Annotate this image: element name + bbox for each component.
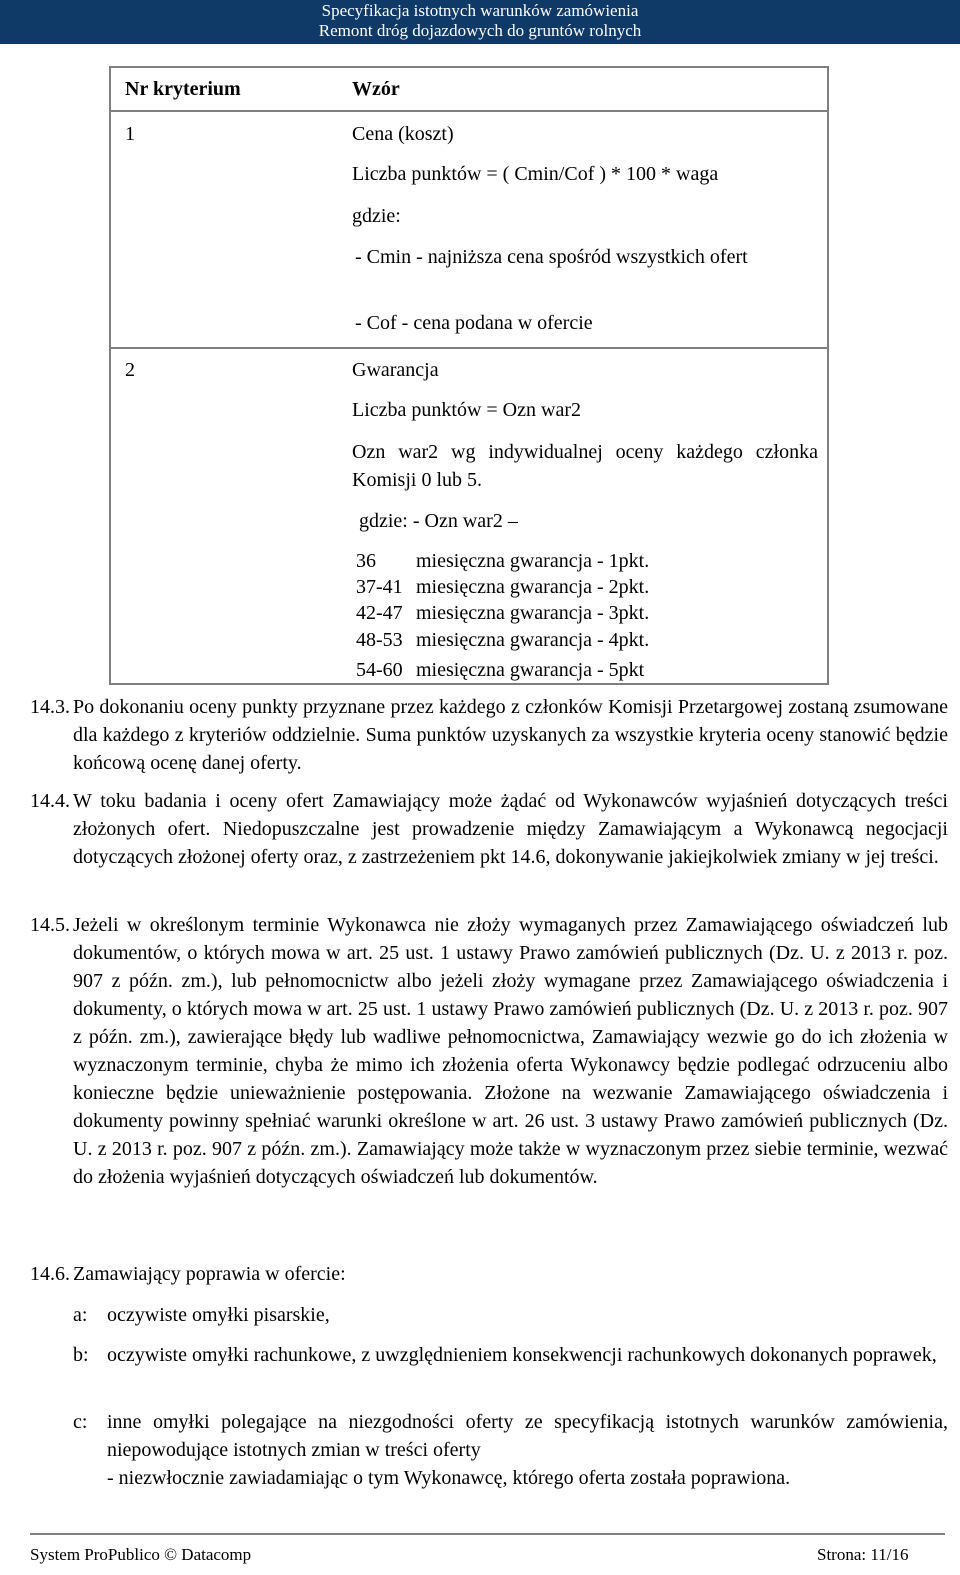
- scale-points: miesięczna gwarancja - 3pkt.: [416, 602, 650, 624]
- list-item-text: oczywiste omyłki pisarskie,: [107, 1304, 330, 1326]
- scale-points: miesięczna gwarancja - 1pkt.: [416, 550, 650, 572]
- section-paragraph: W toku badania i oceny ofert Zamawiający może żądać od Wykonawców wyjaśnień dotyczących treści złożonych ofert. Niedopuszczalne jest prowadzenie między Zamawiającym a Wykonawcą negocjacji dotyczących złożonej oferty oraz, z zastrzeżeniem pkt 14.6, dokonywanie jakiejkolwiek zmiany w jej treści.: [73, 790, 948, 868]
- list-item-text: inne omyłki polegające na niezgodności oferty ze specyfikacją istotnych warunków zamówienia, niepowodujące istotnych zmian w treści oferty: [107, 1411, 948, 1461]
- list-item-text: oczywiste omyłki rachunkowe, z uwzględnieniem konsekwencji rachunkowych dokonanych poprawek,: [107, 1344, 937, 1366]
- section-paragraph: Jeżeli w określonym terminie Wykonawca nie złoży wymaganych przez Zamawiającego oświadczeń lub dokumentów, o których mowa w art. 25 ust. 1 ustawy Prawo zamówień publicznych (Dz. U. z 2013 r. poz. 907 z późn. zm.), lub pełnomocnictw albo jeżeli złoży wymagane przez Zamawiającego oświadczenia i dokumenty, o których mowa w art. 25 ust. 1 ustawy Prawo zamówień publicznych (Dz. U. z 2013 r. poz. 907 z późn. zm.), zawierające błędy lub wadliwe pełnomocnictwa, Zamawiający wezwie go do ich złożenia w wyznaczonym terminie, chyba że mimo ich złożenia oferta Wykonawcy będzie podlegać odrzuceniu albo konieczne będzie unieważnienie postępowania. Złożone na wezwanie Zamawiającego oświadczenia i dokumenty powinny spełniać warunki określone w art. 26 ust. 3 ustawy Prawo zamówień publicznych (Dz. U. z 2013 r. poz. 907 z późn. zm.). Zamawiający może także w wyznaczonym przez siebie terminie, wezwać do złożenia wyjaśnień dotyczących oświadczeń lub dokumentów.: [73, 914, 948, 1188]
- section-paragraph: Zamawiający poprawia w ofercie:: [73, 1263, 346, 1285]
- section-number: 14.6.: [30, 1263, 70, 1285]
- scale-months: 36: [356, 550, 376, 572]
- document-subtitle: Remont dróg dojazdowych do gruntów rolnych: [318, 21, 642, 40]
- scale-months: 42-47: [356, 602, 403, 624]
- criterion-definition: - Cof - cena podana w ofercie: [355, 312, 593, 334]
- scale-months: 54-60: [356, 659, 403, 681]
- column-header-formula: Wzór: [352, 78, 400, 100]
- column-header-nr: Nr kryterium: [125, 78, 241, 100]
- scale-points: miesięczna gwarancja - 2pkt.: [416, 576, 650, 598]
- section-number: 14.4.: [30, 790, 70, 812]
- criterion-formula: Liczba punktów = Ozn war2: [352, 399, 581, 421]
- scale-points: miesięczna gwarancja - 5pkt: [416, 659, 645, 681]
- section-paragraph: Po dokonaniu oceny punkty przyznane przez każdego z członków Komisji Przetargowej zostaną zsumowane dla każdego z kryteriów oddzielnie. Suma punktów uzyskanych za wszystkie kryteria oceny stanowić będzie końcową ocenę danej oferty.: [73, 696, 948, 774]
- scale-months: 37-41: [356, 576, 403, 598]
- criterion-definition: - Cmin - najniższa cena spośród wszystkich ofert: [355, 246, 748, 268]
- section-number: 14.3.: [30, 696, 70, 718]
- criterion-number: 2: [125, 359, 135, 381]
- scale-months: 48-53: [356, 629, 403, 651]
- document-title: Specyfikacja istotnych warunków zamówienia: [321, 1, 639, 20]
- page-number: Strona: 11/16: [817, 1545, 909, 1564]
- criterion-description: Ozn war2 wg indywidualnej oceny każdego członka Komisji 0 lub 5.: [352, 441, 818, 491]
- criterion-number: 1: [125, 123, 135, 145]
- footer-divider: [30, 1533, 945, 1535]
- list-item-label: a:: [73, 1304, 88, 1326]
- criteria-table: [109, 66, 829, 685]
- list-item-text: - niezwłocznie zawiadamiając o tym Wykonawcę, którego oferta została poprawiona.: [107, 1467, 791, 1489]
- criterion-formula: Liczba punktów = ( Cmin/Cof ) * 100 * waga: [352, 163, 719, 185]
- list-item-label: c:: [73, 1411, 88, 1433]
- footer-left: System ProPublico © Datacomp: [30, 1545, 252, 1564]
- list-item-label: b:: [73, 1344, 89, 1366]
- criterion-title: Gwarancja: [352, 359, 439, 381]
- criterion-where: gdzie:: [352, 205, 401, 227]
- criterion-title: Cena (koszt): [352, 123, 454, 145]
- criterion-where: gdzie: - Ozn war2 –: [359, 510, 518, 532]
- scale-points: miesięczna gwarancja - 4pkt.: [416, 629, 650, 651]
- table-row-divider: [111, 347, 827, 349]
- section-number: 14.5.: [30, 914, 70, 936]
- document-header: [0, 0, 960, 44]
